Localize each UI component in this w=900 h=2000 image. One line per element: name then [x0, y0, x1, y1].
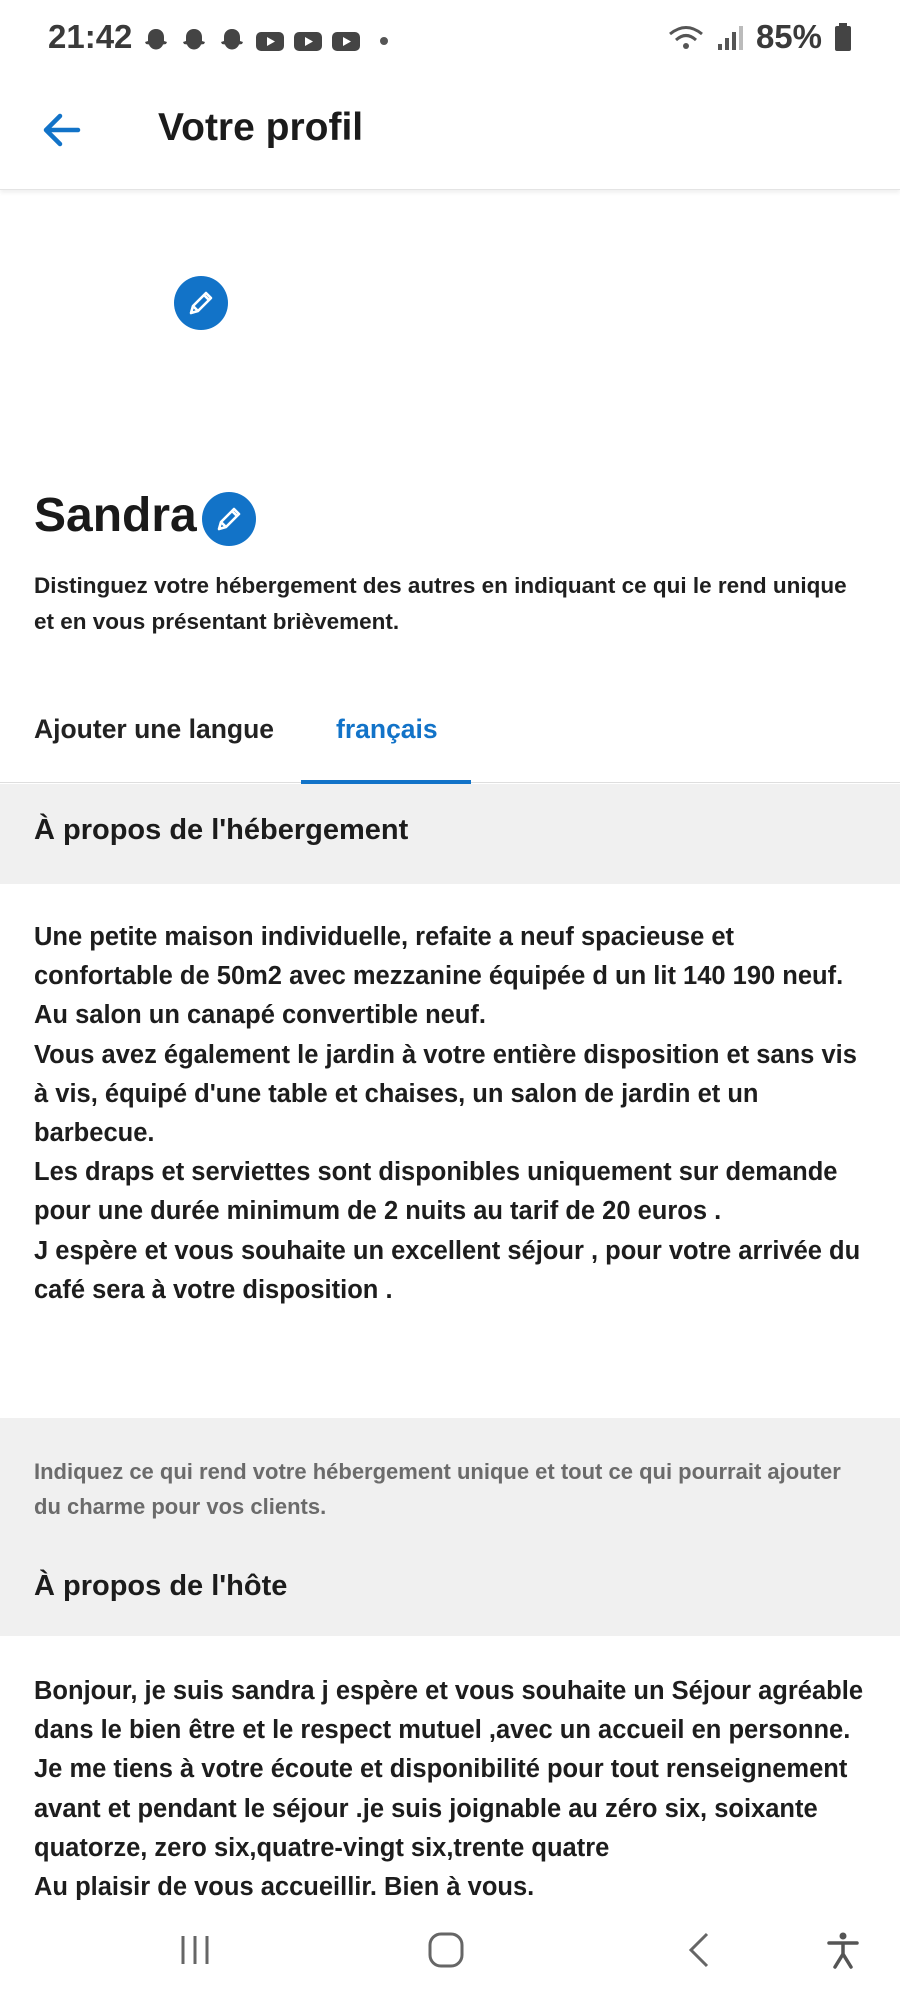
pencil-icon — [213, 503, 245, 535]
hint-block — [0, 1418, 900, 1548]
language-tabs — [0, 690, 900, 783]
tab-add-language[interactable]: Ajouter une langue — [34, 714, 274, 744]
snapchat-icon — [216, 26, 248, 56]
pencil-icon — [185, 287, 217, 319]
section-title-logement: À propos de l'hébergement — [34, 814, 409, 846]
status-bar — [0, 0, 900, 80]
home-icon — [425, 1929, 467, 1971]
recents-button[interactable] — [167, 1922, 223, 1978]
profile-intro: Distinguez votre hébergement des autres en indiquant ce qui le rend unique et en vous présentant brièvement. — [34, 573, 847, 634]
section-header-hote — [0, 1548, 900, 1636]
host-name: Sandra — [34, 489, 197, 542]
logement-hint: Indiquez ce qui rend votre hébergement unique et tout ce qui pourrait ajouter du charme pour vos clients. — [34, 1459, 841, 1519]
edit-name-button[interactable] — [202, 492, 256, 546]
status-time: 21:42 — [48, 18, 133, 55]
battery-icon — [834, 22, 852, 52]
edit-photo-button[interactable] — [174, 276, 228, 330]
section-title-hote: À propos de l'hôte — [34, 1570, 288, 1602]
accessibility-button[interactable] — [815, 1922, 871, 1978]
app-bar — [0, 80, 900, 190]
snapchat-icon — [178, 26, 210, 56]
recents-icon — [175, 1930, 215, 1970]
back-button[interactable] — [36, 104, 88, 156]
nav-back-button[interactable] — [672, 1922, 728, 1978]
system-status — [668, 18, 852, 56]
accessibility-icon — [823, 1930, 863, 1970]
page-title: Votre profil — [158, 106, 364, 149]
system-nav-bar — [0, 1900, 900, 2000]
logement-description[interactable]: Une petite maison individuelle, refaite a neuf spacieuse et confortable de 50m2 avec mezzanine équipée d un lit 140 190 neuf. Au salon un canapé convertible neuf. Vous avez également le jardin à votre entière disposition et sans vis à vis, équipé d'une table et chaises, un salon de jardin et un barbecue. Les draps et serviettes sont disponibles uniquement sur demande pour une durée minimum de 2 nuits au tarif de 20 euros . J espère et vous souhaite un excellent séjour , pour votre arrivée du café sera à votre disposition . — [34, 923, 861, 1304]
youtube-icon — [330, 26, 362, 56]
arrow-left-icon — [36, 104, 88, 156]
dot-icon — [380, 37, 388, 45]
battery-level: 85% — [755, 18, 822, 55]
home-button[interactable] — [418, 1922, 474, 1978]
tab-francais[interactable]: français — [336, 714, 438, 744]
chevron-left-icon — [680, 1930, 720, 1970]
hote-description[interactable]: Bonjour, je suis sandra j espère et vous souhaite un Séjour agréable dans le bien être et le respect mutuel ,avec un accueil en personne. Je me tiens à votre écoute et disponibilité pour tout renseignement avant et pendant le séjour .je suis joignable au zéro six, soixante quatorze, zero six,quatre-vingt six,trente quatre Au plaisir de vous accueillir. Bien à vous. — [34, 1677, 863, 1900]
signal-icon — [716, 22, 744, 52]
snapchat-icon — [140, 26, 172, 56]
notification-icons — [140, 26, 388, 56]
wifi-icon — [668, 22, 704, 52]
youtube-icon — [254, 26, 286, 56]
youtube-icon — [292, 26, 324, 56]
section-header-logement — [0, 784, 900, 884]
